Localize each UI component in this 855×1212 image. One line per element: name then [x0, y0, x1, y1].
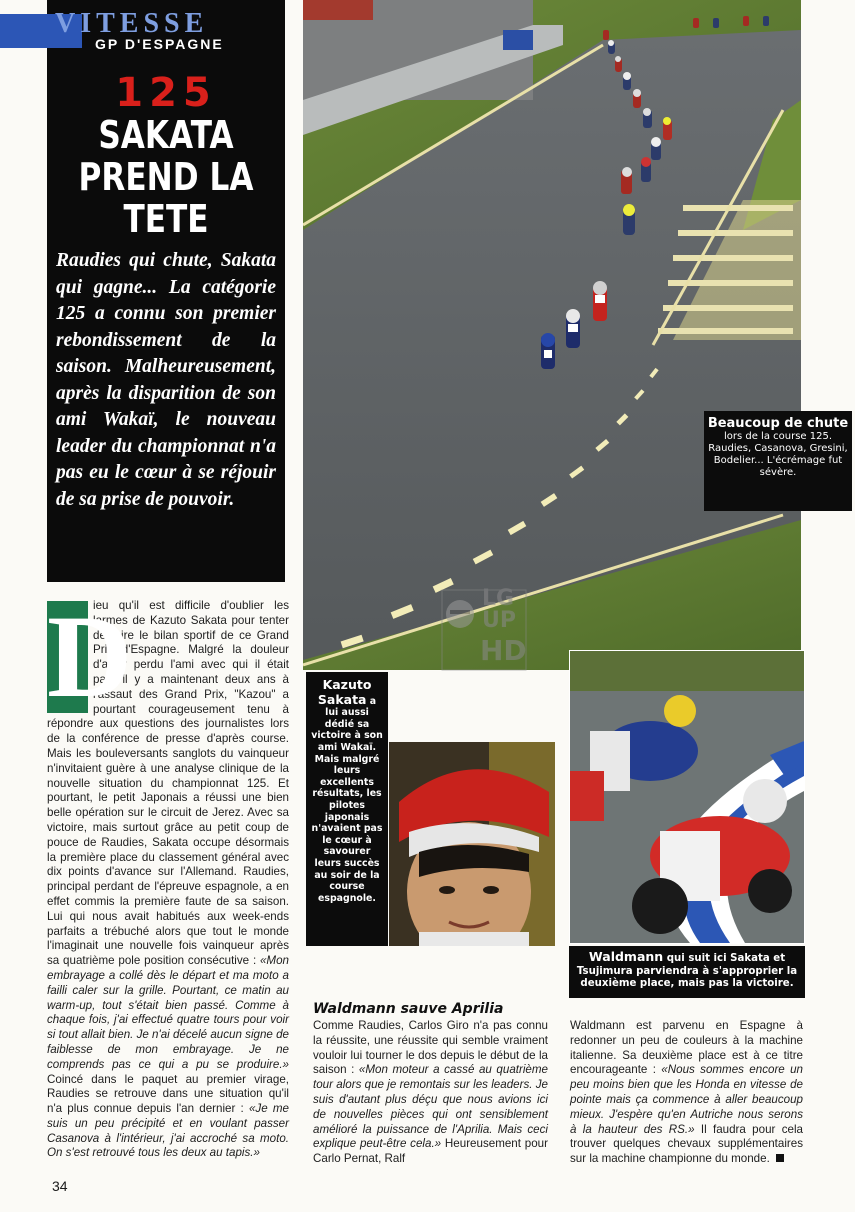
caption-chute	[704, 411, 852, 511]
dropcap: D	[47, 591, 133, 722]
intro-text: Raudies qui chute, Sakata qui gagne... La catégorie 125 a connu son premier rebondissement de la saison. Malheureusement, après la disparition de son ami Wakaï, le nouveau leader du championnat n'a pas eu le cœur à se réjouir de sa prise de pouvoir.	[56, 250, 276, 510]
sakata-portrait-photo	[389, 742, 555, 946]
headline-line: TETE	[123, 197, 209, 241]
caption-waldmann-text: qui suit ici Sakata et Tsujimura parviendra à s'approprier la deuxième place, mais pas la victoire.	[576, 953, 798, 989]
riders-illustration	[570, 651, 804, 943]
watermark-logo	[440, 588, 528, 672]
article-col2-quote: «Mon moteur a cassé au quatrième tour alors que je remontais sur les leaders. Je suis d'autant plus déçu que nous avions ici de nouvelles pièces qui ont sensiblement amélioré la puissance de l'Aprilia. Mais ceci explique peut-être cela.»	[313, 1063, 548, 1151]
caption-chute-lead: Beaucoup de chute	[707, 416, 849, 431]
article-col3-after: Il faudra pour cela trouver quelques chevaux supplémentaires sur la machine championne du monde.	[570, 1122, 803, 1166]
article-col2-text: Comme Raudies, Carlos Giro n'a pas connu la réussite, une réussite qui semble vraiment vouloir lui tourner le dos depuis le début de la saison :	[313, 1019, 548, 1077]
end-of-article-mark	[776, 1154, 784, 1162]
page-number: 34	[52, 1178, 68, 1194]
watermark-text: LG	[482, 586, 515, 611]
headline-line: SAKATA	[98, 113, 234, 157]
rubric-title: VITESSE	[55, 8, 209, 39]
article-col1-after: Coincé dans le paquet au premier virage, Raudies se retrouve dans une situation qu'il n'a plus connue depuis l'an dernier :	[47, 1072, 289, 1116]
headline-line: PREND LA	[78, 155, 254, 199]
caption-waldmann	[569, 946, 805, 998]
riders-cornering-photo	[569, 650, 805, 944]
rubric-subtitle: GP D'ESPAGNE	[95, 36, 224, 52]
headline	[68, 114, 263, 240]
watermark-text: HD	[480, 634, 527, 667]
article-col2-after: Heureusement pour Carlo Pernat, Ralf	[313, 1137, 548, 1166]
article-col1-lead: ieu qu'il est difficile d'oublier les larmes de Kazuto Sakata pour tenter de faire le bilan sportif de ce Grand Prix d'Espagne. Malgré la douleur d'avoir perdu l'ami avec qui il était parti il y a maintenant deux ans à l'assaut des Grand Prix, "Kazou" a pourtant courageusement tenu à	[93, 599, 289, 716]
article-col3-quote: «Nous sommes encore un peu moins bien que les Honda en vitesse de pointe mais ça commence à aller beaucoup mieux. J'espère qu'en Autriche nous serons à la hauteur des RS.»	[570, 1063, 803, 1136]
caption-sakata-text: a lui aussi dédié sa victoire à son ami Wakaï. Mais malgré leurs excellents résultats, les pilotes japonais n'avaient pas le cœur à savourer leurs succès au soir de la course espagnole.	[311, 695, 383, 904]
section-subhead: Waldmann sauve Aprilia	[313, 1001, 504, 1017]
article-col1-quote: «Mon embrayage a collé dès le départ et ma moto a failli caler sur la grille. Pourtant, ce matin au warm-up, tout s'était bien passé. Comme à chaque fois, j'ai effectué quatre tours pour voir si tout allait bien. Je n'ai décelé aucun signe de faiblesse de mon embrayage. Je ne comprends pas ce qui a pu se produire.»	[47, 954, 289, 1071]
portrait-illustration	[389, 742, 555, 946]
category-label: 125	[115, 70, 217, 116]
race-track-photo	[303, 0, 801, 670]
watermark-text: UP	[482, 608, 516, 633]
race-track-illustration	[303, 0, 801, 670]
caption-sakata	[306, 672, 388, 946]
caption-sakata-lead: Kazuto Sakata	[317, 677, 372, 707]
article-column-3	[570, 1019, 803, 1167]
article-column-2	[313, 1019, 548, 1167]
article-col1-quote2: «Je me suis un peu précipité et en voulant passer Casanova à l'intérieur, j'ai accroché sa moto. On s'est retrouvé tous les deux au tapis.»	[47, 1102, 289, 1160]
article-col1-body: répondre aux questions des journalistes lors de la conférence de presse d'après course. Mais les bouleversants sanglots du vainqueur n'invitaient guère à une analyse clinique de la nouvelle situation du championnat 125. Et pourtant, le petit Japonais a réussi une bien belle opération sur le circuit de Jerez. Avec sa victoire, mais surtout grâce au petit coup de pouce de Raudies, Sakata occupe désormais la première place du classement général avec dix points d'avance sur l'Allemand. Raudies, principal perdant de l'épreuve espagnole, a en effet commis la première faute de sa saison. Lui qui nous avait habitués aux week-ends parfaits a trébuché alors que tout le monde l'imaginait une nouvelle fois vainqueur après sa quatrième pole position consécutive :	[47, 717, 289, 968]
caption-waldmann-lead: Waldmann	[588, 949, 664, 964]
caption-chute-text: lors de la course 125. Raudies, Casanova, Gresini, Bodelier... L'écrémage fut sévère.	[708, 431, 848, 478]
article-col3-text: Waldmann est parvenu en Espagne à redonner un peu de couleurs à la machine italienne. Sa deuxième place est à ce titre encourageante :	[570, 1019, 803, 1077]
